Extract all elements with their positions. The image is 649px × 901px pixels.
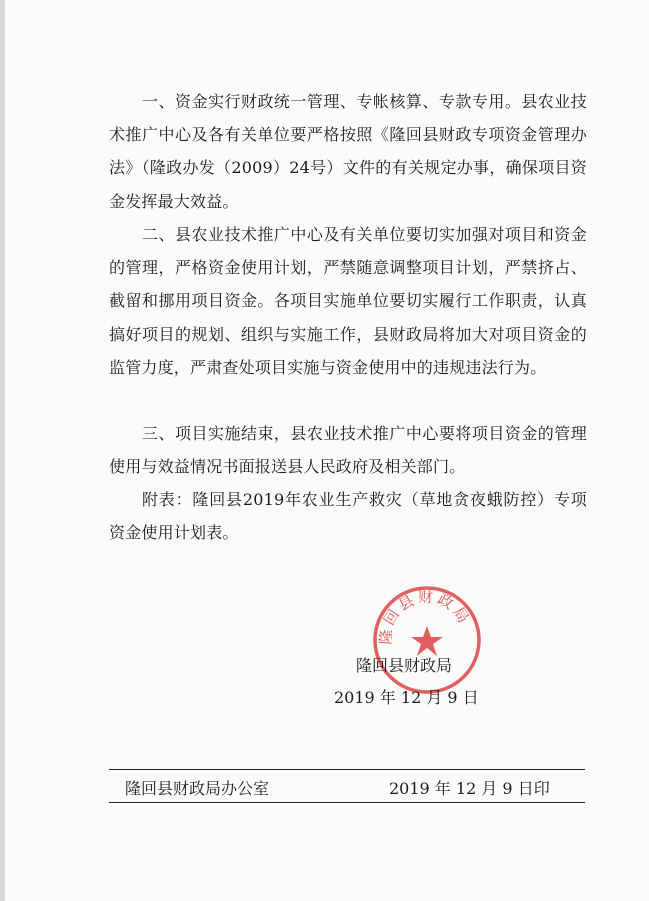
paragraph-2: 二、县农业技术推广中心及有关单位要切实加强对项目和资金的管理，严格资金使用计划，严禁随意调整项目计划，严禁挤占、截留和挪用项目资金。各项目实施单位要切实履行工作职责，认真搞好项目的规划、组织与实施工作，县财政局将加大对项目资金的监管力度，严肃查处项目实施与资金使用中的违规违法行为。 [109,225,587,377]
attachment-note: 附表：隆回县2019年农业生产救灾（草地贪夜蛾防控）专项资金使用计划表。 [109,490,587,543]
seal-text: 隆回县财政局 [376,588,475,646]
footer-print-date: 2019 年 12 月 9 日印 [389,779,550,798]
footer-bottom-rule [109,802,585,803]
footer-office: 隆回县财政局办公室 [125,779,270,798]
issuer-name: 隆回县财政局 [356,656,453,675]
paragraph-1: 一、资金实行财政统一管理、专帐核算、专款专用。县农业技术推广中心及各有关单位要严格按照《隆回县财政专项资金管理办法》（隆政办发（2009）24号）文件的有关规定办事，确保项目资金发挥最大效益。 [109,92,587,211]
official-seal-stamp [371,584,483,696]
paragraph-3: 三、项目实施结束，县农业技术推广中心要将项目资金的管理使用与效益情况书面报送县人民政府及相关部门。 [109,424,587,477]
issue-date: 2019 年 12 月 9 日 [334,688,479,707]
footer-top-rule [109,769,585,770]
